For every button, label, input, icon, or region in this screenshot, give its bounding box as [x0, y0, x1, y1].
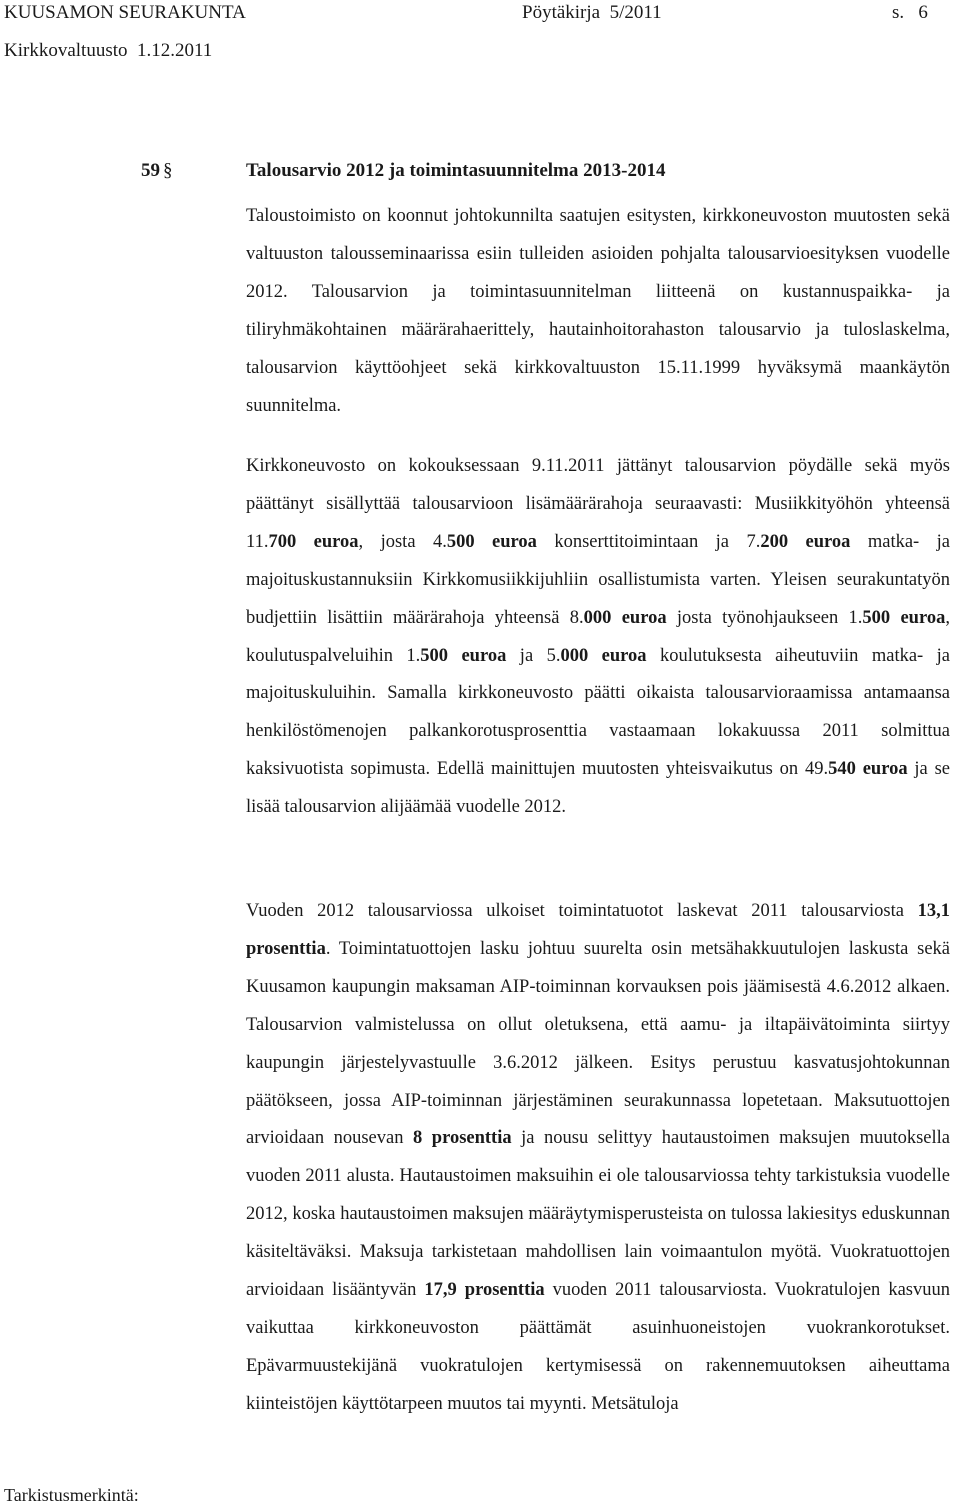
section-number: 59	[141, 160, 160, 181]
text-run: matka- ja majoituskustannuksiin Kirkkomusiikkijuhliin osallistumista varten. Yleisen seurakuntatyön budjettiin lisättiin määrärahoja yhteensä 8.	[246, 531, 950, 628]
paragraph-1: Taloustoimisto on koonnut johtokunnilta saatujen esitysten, kirkkoneuvoston muutosten sekä valtuuston talousseminaarissa esiin tulleiden asioiden pohjalta talousarvioesityksen vuodelle 2012. Talousarvion ja toimintasuunnitelman liitteenä on kustannuspaikka- ja tiliryhmäkohtainen määrärahaerittely, hautainhoitorahaston talousarvio ja tuloslaskelma, talousarvion käyttöohjeet sekä kirkkovaltuuston 15.11.1999 hyväksymä maankäytön suunnitelma.	[246, 206, 950, 416]
bold-amount: 500 euroa	[420, 645, 507, 666]
paragraph-3	[246, 893, 950, 1424]
text-run: koulutuksesta aiheutuviin matka- ja majoituskuluihin. Samalla kirkkoneuvosto päätti oikaista talousarvioraamissa antamaansa henkilöstömenojen palkankorotusprosenttia vastaamaan lokakuussa 2011 solmittua kaksivuotista sopimusta. Edellä mainittujen muutosten yhteisvaikutus on 49.	[246, 645, 950, 780]
bold-amount: 8 prosenttia	[413, 1128, 512, 1149]
text-run: konserttitoimintaan ja 7.	[536, 531, 761, 552]
paragraph-2	[246, 448, 950, 827]
bold-amount: 500 euroa	[862, 607, 946, 628]
bold-amount: 500 euroa	[446, 531, 537, 552]
text-run: vuoden 2011 talousarviosta. Vuokratulojen kasvuun vaikuttaa kirkkoneuvoston päättämät asuinhuoneistojen vuokrankorotukset. Epävarmuustekijänä vuokratulojen kertymisessä on rakennemuutoksen aiheuttama kiinteistöjen käyttötarpeen muutos tai myynti. Metsätuloja	[246, 1280, 951, 1414]
organization-name: KUUSAMON SEURAKUNTA	[4, 2, 246, 23]
bold-amount: 200 euroa	[760, 531, 851, 552]
bold-amount: 700 euroa	[268, 531, 359, 552]
text-run: ja nousu selittyy hautaustoimen maksujen muutoksella vuoden 2011 alusta. Hautaustoimen maksuihin ei ole talousarviossa tehty tarkistuksia vuodelle 2012, koska hautaustoimen maksujen määräytymisperusteista on tulossa lakiesitys eduskunnan käsiteltäväksi. Maksuja tarkistetaan mahdollisen lain voimaantulon myötä. Vuokratuottojen arvioidaan lisääntyvän	[246, 1128, 951, 1301]
bold-amount: 540 euroa	[828, 759, 908, 780]
text-run: , josta 4.	[358, 531, 447, 552]
section-title: Talousarvio 2012 ja toimintasuunnitelma 2013-2014	[246, 160, 666, 181]
text-run: Vuoden 2012 talousarviossa ulkoiset toimintatuotot laskevat 2011 talousarviosta	[246, 901, 918, 921]
bold-amount: 13,1 prosenttia	[246, 901, 950, 959]
bold-amount: 000 euroa	[560, 645, 647, 666]
document-title: Pöytäkirja 5/2011	[522, 2, 662, 23]
text-run: . Toimintatuottojen lasku johtuu suurelta osin metsähakkuutulojen laskusta sekä Kuusamon kaupungin maksaman AIP-toiminnan korvauksen pois jäämisestä 4.6.2012 alkaen. Talousarvion valmistelussa on ollut oletuksena, että aamu- ja iltapäivätoiminta siirtyy kaupungin järjestelyvastuulle 3.6.2012 jälkeen. Esitys perustuu kasvatusjohtokunnan päätökseen, jossa AIP-toiminnan järjestäminen seurakunnassa lopetetaan. Maksutuottojen arvioidaan nousevan	[246, 938, 950, 1149]
review-mark-label: Tarkistusmerkintä:	[4, 1485, 139, 1505]
text-run: ja se lisää talousarvion alijäämää vuodelle 2012.	[246, 759, 950, 818]
bold-amount: 17,9 prosenttia	[424, 1280, 545, 1301]
text-run: ja 5.	[506, 645, 561, 666]
page-number: s. 6	[892, 2, 928, 23]
bold-amount: 000 euroa	[583, 607, 667, 628]
meeting-info: Kirkkovaltuusto 1.12.2011	[4, 40, 213, 61]
text-run: josta työnohjaukseen 1.	[666, 607, 863, 628]
text-run: Kirkkoneuvosto on kokouksessaan 9.11.2011 jättänyt talousarvion pöydälle sekä myös päättänyt sisällyttää talousarvioon lisämäärärahoja seuraavasti: Musiikkityöhön yhteensä 11.	[246, 456, 950, 552]
section-mark: §	[163, 160, 173, 181]
text-run: , koulutuspalveluihin 1.	[246, 607, 950, 666]
